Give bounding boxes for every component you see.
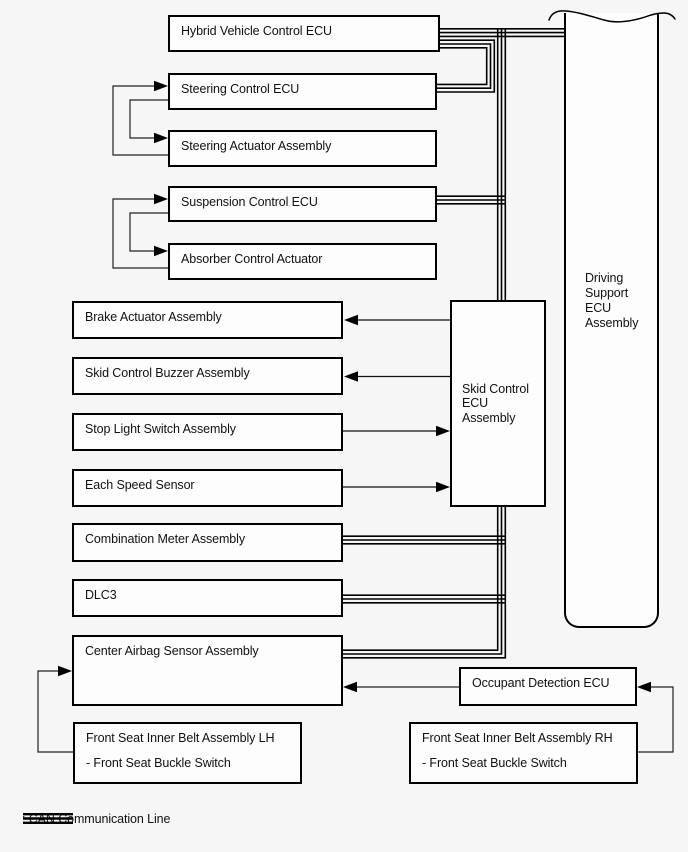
box-label: Combination Meter Assembly	[85, 532, 245, 546]
box-skid-control-buzzer-assembly	[72, 357, 343, 395]
steering-loop-arrowheads	[154, 81, 168, 256]
box-label: Occupant Detection ECU	[472, 676, 610, 690]
can-branch-steering	[436, 40, 494, 92]
box-label: Center Airbag Sensor Assembly	[85, 644, 259, 658]
box-break-wave	[538, 0, 688, 30]
box-label: Skid Control ECU Assembly	[462, 381, 529, 425]
legend-label: : CAN Communication Line	[22, 812, 171, 826]
box-label: Driving Support ECU Assembly	[585, 271, 639, 330]
box-center-airbag-sensor-assembly	[72, 635, 343, 706]
box-steering-actuator-assembly	[168, 130, 437, 167]
skid-arrowheads	[344, 315, 450, 492]
box-skid-control-ecu-assembly	[450, 300, 546, 507]
box-label: Hybrid Vehicle Control ECU	[181, 24, 332, 38]
box-label: Front Seat Inner Belt Assembly LH	[86, 731, 275, 745]
box-sublabel: - Front Seat Buckle Switch	[422, 756, 567, 770]
can-stub-suspension	[436, 196, 505, 204]
can-stub-combination-meter	[341, 536, 505, 544]
box-steering-control-ecu	[168, 73, 437, 110]
box-suspension-control-ecu	[168, 186, 437, 222]
box-label: Stop Light Switch Assembly	[85, 422, 236, 436]
legend	[22, 812, 170, 826]
box-sublabel: - Front Seat Buckle Switch	[86, 756, 231, 770]
box-each-speed-sensor	[72, 469, 343, 507]
box-front-seat-inner-belt-rh	[409, 722, 638, 784]
box-label: DLC3	[85, 588, 117, 602]
box-occupant-detection-ecu	[459, 667, 637, 706]
box-front-seat-inner-belt-lh	[73, 722, 302, 784]
can-stub-dlc3	[341, 595, 505, 603]
box-label: Front Seat Inner Belt Assembly RH	[422, 731, 613, 745]
box-label: Steering Actuator Assembly	[181, 139, 332, 153]
box-driving-support-ecu-assembly	[564, 13, 659, 628]
box-brake-actuator-assembly	[72, 301, 343, 339]
can-communication-line-symbol	[22, 812, 74, 825]
box-label: Skid Control Buzzer Assembly	[85, 366, 250, 380]
steering-loop-lines	[113, 86, 168, 268]
box-label: Suspension Control ECU	[181, 195, 318, 209]
box-label: Absorber Control Actuator	[181, 252, 323, 266]
box-combination-meter-assembly	[72, 523, 343, 562]
box-hybrid-vehicle-control-ecu	[168, 15, 440, 52]
box-label: Steering Control ECU	[181, 82, 300, 96]
box-stop-light-switch-assembly	[72, 413, 343, 451]
box-dlc3	[72, 579, 343, 617]
skid-arrows	[341, 320, 450, 487]
box-absorber-control-actuator	[168, 243, 437, 280]
box-label: Brake Actuator Assembly	[85, 310, 222, 324]
box-label: Each Speed Sensor	[85, 478, 195, 492]
